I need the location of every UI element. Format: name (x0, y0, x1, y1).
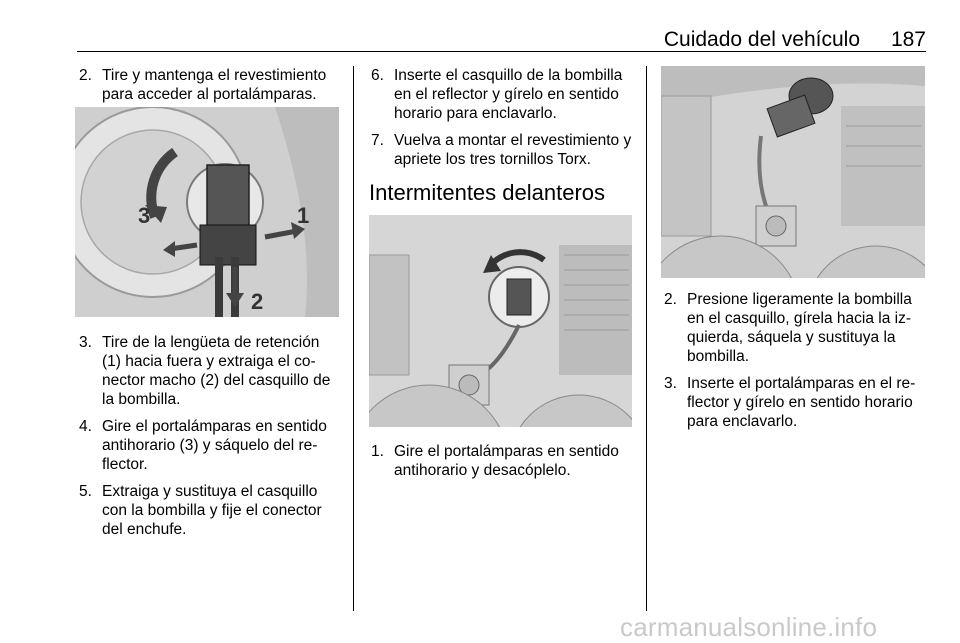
step-number: 5. (79, 483, 92, 500)
step-text: Vuelva a montar el revestimiento y apriete los tres tornillos Torx. (394, 132, 632, 168)
step-item (77, 482, 339, 539)
column3-steps (662, 290, 926, 439)
figure-headlamp-connector (75, 107, 339, 317)
step-text: Tire y mantenga el revestimiento para acceder al portalámparas. (102, 67, 327, 103)
section-heading: Intermitentes delanteros (369, 180, 606, 205)
figure-turn-signal-lamp (369, 215, 632, 427)
step-item (662, 374, 926, 431)
step-text: Extraiga y sustituya el casquillo con la bombilla y fije el conector del enchufe. (102, 483, 322, 538)
page-number: 187 (890, 28, 926, 51)
page-header-title: Cuidado del vehículo (663, 28, 860, 51)
step-text: Gire el portalámparas en sentido antihorario y desacóplelo. (394, 443, 619, 479)
step-item (77, 333, 339, 409)
step-number: 3. (79, 334, 92, 351)
step-item (369, 66, 633, 123)
column-divider-2 (646, 66, 647, 611)
watermark: carmanualsonline.info (620, 612, 878, 642)
column2-steps-top (369, 66, 633, 177)
step-item (77, 66, 339, 104)
column2-steps-bottom (369, 442, 633, 488)
step-text: Inserte el casquillo de la bombilla en el reflector y gírelo en sentido horario para enclavarlo. (394, 67, 623, 122)
step-text: Tire de la lengüeta de retención (1) hacia fuera y extraiga el conector macho (2) del casquillo de la bombilla. (102, 334, 331, 408)
step-item (369, 442, 633, 480)
step-number: 1. (371, 443, 384, 460)
step-number: 4. (79, 418, 92, 435)
step-number: 6. (371, 67, 384, 84)
header-rule (77, 51, 926, 52)
callout-2: 2 (251, 289, 264, 314)
step-item (77, 417, 339, 474)
step-number: 7. (371, 132, 384, 149)
step-number: 2. (664, 291, 677, 308)
callout-1: 1 (297, 203, 310, 228)
step-text: Presione ligeramente la bombilla en el casquillo, gírela hacia la izquierda, sáquela y sustituya la bombilla. (687, 291, 912, 365)
callout-3: 3 (138, 203, 151, 228)
step-item (662, 290, 926, 366)
column-divider-1 (353, 66, 354, 611)
column1-steps-bottom (77, 333, 339, 547)
step-text: Gire el portalámparas en sentido antihorario (3) y sáquelo del reflector. (102, 418, 327, 473)
column1-steps-top (77, 66, 339, 112)
figure-bulb-socket (661, 66, 925, 278)
turn-signal-illustration (369, 215, 632, 427)
step-number: 2. (79, 67, 92, 84)
step-text: Inserte el portalámparas en el reflector y gírelo en sentido horario para enclavarlo. (687, 375, 916, 430)
step-number: 3. (664, 375, 677, 392)
step-item (369, 131, 633, 169)
bulb-socket-illustration (661, 66, 925, 278)
